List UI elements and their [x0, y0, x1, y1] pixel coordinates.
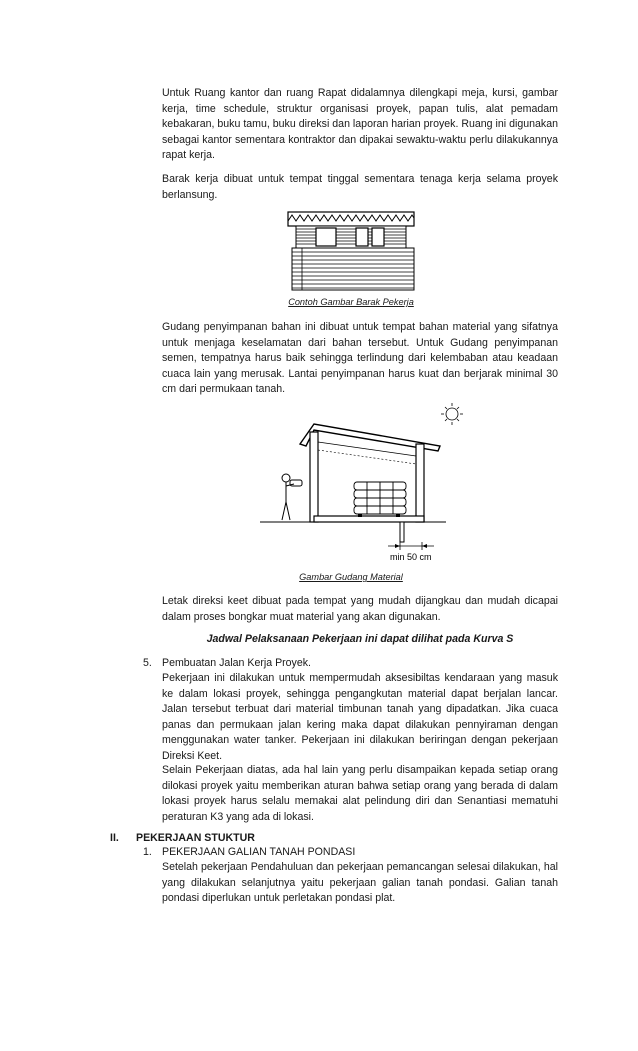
- paragraph-galian: Setelah pekerjaan Pendahuluan dan pekerjaan pemancangan selesai dilakukan, hal yang dilakukan selanjutnya yaitu pekerjaan galian tanah pondasi. Galian tanah pondasi diperlukan untuk perletakan pondasi plat.: [162, 861, 558, 905]
- paragraph-gudang: Gudang penyimpanan bahan ini dibuat untuk tempat bahan material yang sifatnya untuk menjaga keselamatan dari bahan tersebut. Untuk Gudang penyimpanan semen, tempatnya harus baik sehingga terlindung dari kelembaban atau keadaan cuaca lain yang merusak. Lantai penyimpanan harus kuat dan berjarak minimal 30 cm dari permukaan tanah.: [162, 321, 558, 396]
- paragraph-k3: Selain Pekerjaan diatas, ada hal lain yang perlu disampaikan kepada setiap orang dilokasi proyek yaitu memberikan aturan bahwa setiap orang yang berada di dalam lokasi proyek harus selalu memakai alat pelindung diri dan Senantiasi mematuhi peraturan K3 yang ada di lokasi.: [162, 764, 558, 823]
- paragraph-ruang-kantor: Untuk Ruang kantor dan ruang Rapat didalamnya dilengkapi meja, kursi, gambar kerja, time schedule, struktur organisasi proyek, papan tulis, alat pemadam kebakaran, buku tamu, buku direksi dan laporan harian proyek. Ruang ini digunakan sebagai kantor sementara kontraktor dan dipakai sewaktu-waktu perlu dilakukannya rapat kerja.: [162, 87, 558, 162]
- paragraph-barak-kerja: Barak kerja dibuat untuk tempat tinggal sementara tenaga kerja selama proyek berlansung.: [162, 173, 558, 201]
- paragraph-jalan-kerja: Pekerjaan ini dilakukan untuk mempermudah aksesibiltas kendaraan yang masuk ke dalam lokasi proyek, sehingga pengangkutan material dapat berjalan lancar. Jalan tersebut terbuat dari material timbunan tanah yang dipadatkan. Jika cuaca panas dan permukaan jalan kering maka dapat dilakukan pennyiraman dengan menggunakan water tanker. Pekerjaan ini dilakukan beriringan dengan pekerjaan Direksi Keet.: [162, 672, 558, 762]
- paragraph-direksi-keet: Letak direksi keet dibuat pada tempat yang mudah dijangkau dan mudah dicapai dalam proses bongkar muat material yang akan digunakan.: [162, 595, 558, 623]
- section-number-ii: II.: [110, 832, 119, 844]
- gudang-caption: Gambar Gudang Material: [299, 572, 403, 582]
- list-title-galian: PEKERJAAN GALIAN TANAH PONDASI: [162, 846, 356, 858]
- sun-icon: [441, 403, 463, 425]
- gudang-material-figure: [250, 400, 470, 568]
- dimension-label: min 50 cm: [390, 552, 432, 562]
- list-number-1: 1.: [143, 846, 152, 858]
- section-title-stuktur: PEKERJAAN STUKTUR: [136, 832, 255, 844]
- list-number-5: 5.: [143, 657, 152, 669]
- list-title-jalan-kerja: Pembuatan Jalan Kerja Proyek.: [162, 657, 311, 669]
- worker-figure: [282, 474, 302, 520]
- barak-caption: Contoh Gambar Barak Pekerja: [288, 297, 414, 307]
- barak-pekerja-figure: [286, 210, 418, 292]
- jadwal-heading: Jadwal Pelaksanaan Pekerjaan ini dapat dilihat pada Kurva S: [206, 633, 514, 645]
